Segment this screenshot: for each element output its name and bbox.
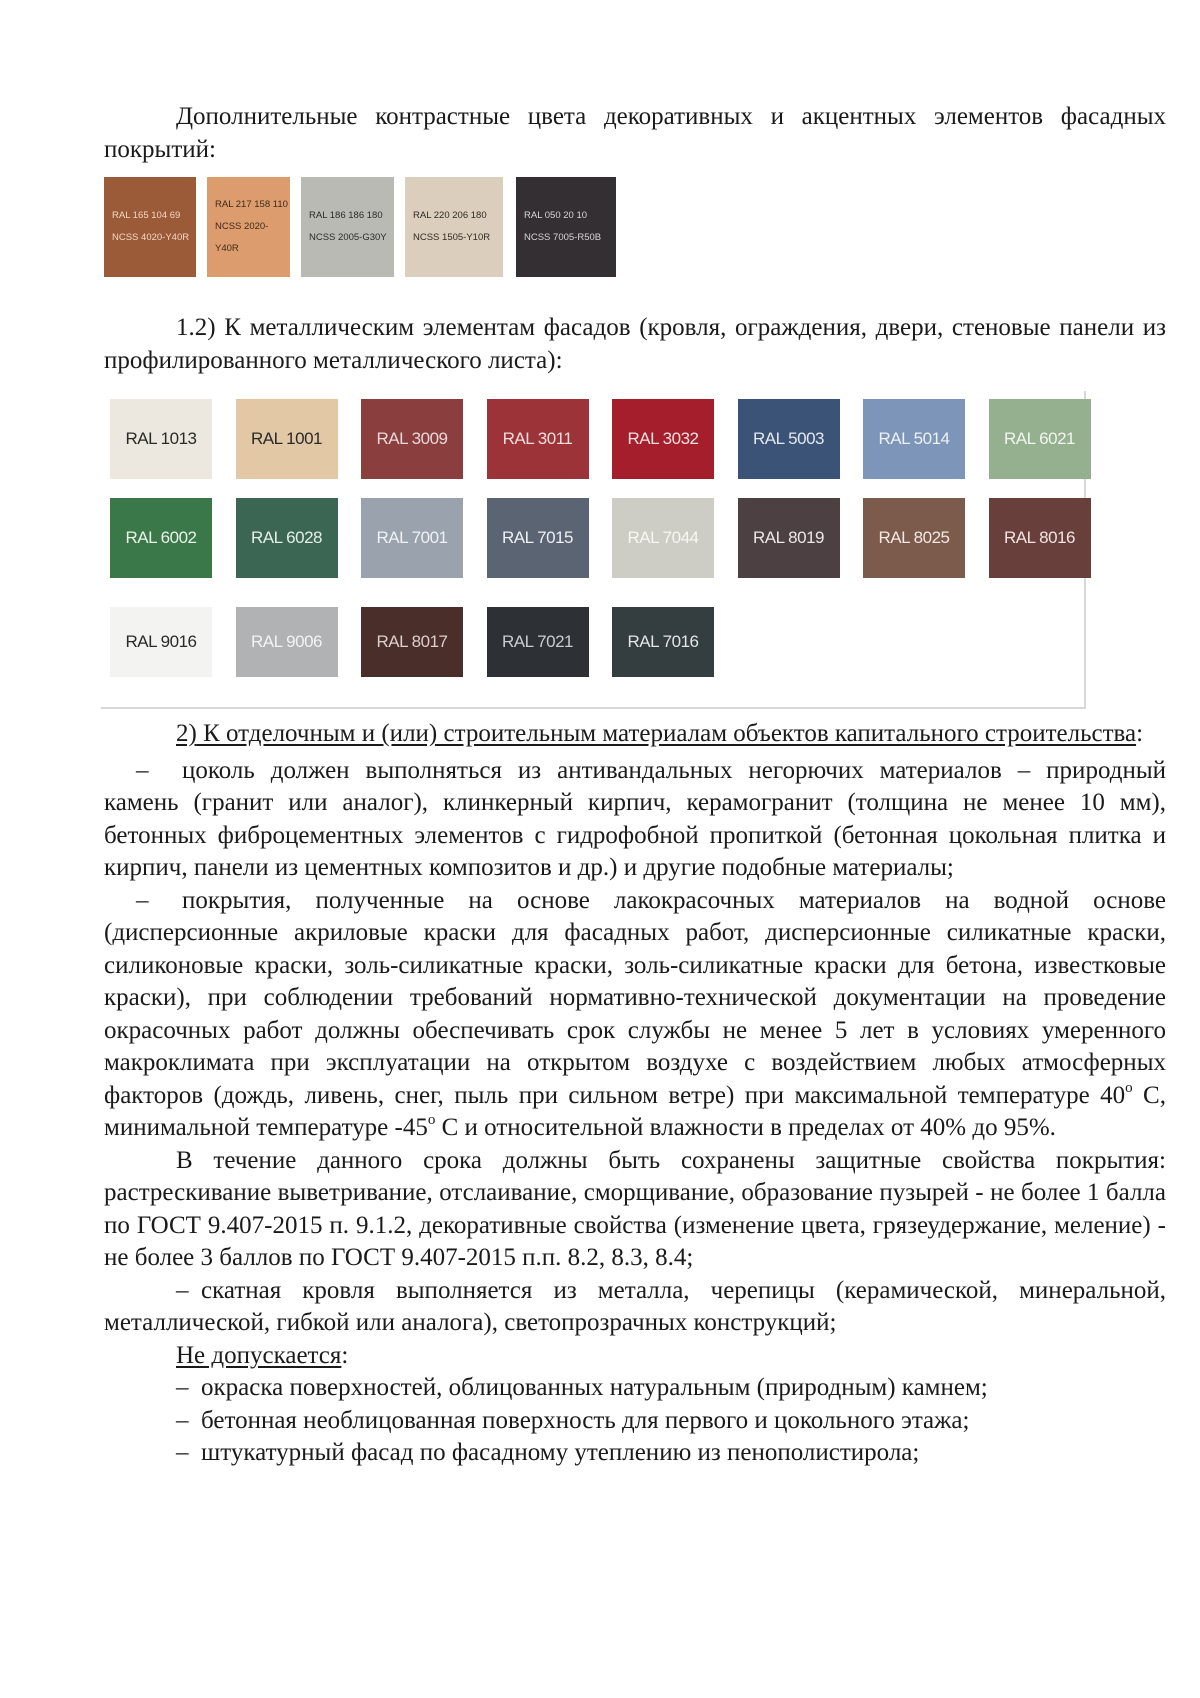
accent-swatch: [104, 177, 196, 277]
swatch-ral-label: RAL 7001: [376, 527, 448, 547]
swatch-ral-label: RAL 7016: [627, 631, 699, 651]
list-item-text: скатная кровля выполняется из металла, черепицы (керамической, минеральной, металлической, гибкой или аналога), светопрозрачных конструкций;: [104, 1276, 1166, 1336]
list-dash: –: [176, 1374, 189, 1401]
swatch-ral-label: RAL 6028: [251, 527, 322, 547]
metal-swatch: [612, 399, 714, 479]
degree-mark: o: [1125, 1079, 1133, 1096]
document-page: [104, 101, 1166, 1470]
swatch-ral-label: RAL 9006: [251, 631, 322, 651]
swatch-ncs-code: NCSS 1505-Y10R: [413, 232, 491, 243]
not-allowed-label: Не допускается: [176, 1341, 342, 1369]
prohibited-text: штукатурный фасад по фасадному утеплению из пенополистирола;: [201, 1439, 920, 1466]
metal-swatch: [612, 607, 714, 677]
list-dash: –: [176, 1406, 189, 1434]
section-title: К отделочным и (или) строительным материалам объектов капитального строительства: [196, 720, 1137, 747]
swatch-ral-label: RAL 8025: [878, 527, 950, 547]
list-item-text: цоколь должен выполняться из антивандальных негорючих материалов – природный камень (гранит или аналог), клинкерный кирпич, керамогранит (толщина не менее 10 мм), бетонных фиброцементных элементов с гидрофобной пропиткой (бетонная цокольная плитка и кирпич, панели из цементных композитов и др.) и другие подобные материалы;: [104, 756, 1166, 881]
coatings-text-3: С и относительной влажности в пределах от 40% до 95%.: [435, 1114, 1056, 1141]
degree-mark: o: [427, 1112, 436, 1128]
metal-color-swatches: [101, 391, 1086, 709]
accent-swatch: [301, 177, 394, 277]
list-dash: –: [176, 1439, 189, 1466]
swatch-ral-label: RAL 1013: [125, 428, 197, 448]
prohibited-text: бетонная необлицованная поверхность для первого и цокольного этажа;: [201, 1406, 970, 1434]
swatch-ral-label: RAL 8017: [376, 631, 448, 651]
accent-swatch: [516, 177, 616, 277]
metal-swatch: [863, 399, 965, 479]
intro-paragraph: Дополнительные контрастные цвета декоративных и акцентных элементов фасадных покрытий:: [104, 103, 1166, 163]
metal-swatch: [487, 399, 589, 479]
swatch-ral-label: RAL 9016: [125, 631, 197, 651]
list-dash: –: [136, 756, 149, 784]
metal-swatch: [989, 498, 1091, 578]
swatch-ral-label: RAL 8019: [753, 527, 824, 547]
list-item-coatings: [104, 885, 1166, 1145]
metal-swatch: [110, 607, 212, 677]
metal-swatch: [612, 498, 714, 578]
metal-swatch: [361, 399, 463, 479]
swatch-ral-label: RAL 5003: [753, 428, 824, 448]
swatch-ral-label: RAL 7021: [502, 631, 573, 651]
prohibited-item: [104, 1437, 1166, 1470]
swatch-ral-label: RAL 3032: [627, 428, 699, 448]
swatch-ncs-code: NCSS 4020-Y40R: [112, 232, 190, 243]
coatings-text-1: покрытия, полученные на основе лакокрасочных материалов на водной основе (дисперсионные акриловые краски для фасадных работ, дисперсионные силикатные краски, силиконовые краски, золь-силикатные краски, золь-силикатные краски для бетона, известковые краски), при соблюдении требований нормативно-технической документации на проведение окрасочных работ должны обеспечивать срок службы не менее 5 лет в условиях умеренного макроклимата при эксплуатации на открытом воздухе с воздействием любых атмосферных факторов (дождь, ливень, снег, пыль при сильном ветре) при максимальной температуре 40: [104, 886, 1166, 1109]
metal-swatch: [738, 498, 840, 578]
metal-swatch: [863, 498, 965, 578]
swatch-ral-label: RAL 7044: [627, 527, 699, 547]
coatings-text-2: С, минимальной температуре -45: [104, 1081, 1166, 1141]
swatch-ral-label: RAL 8016: [1004, 527, 1075, 547]
accent-swatch: [207, 177, 290, 277]
swatch-ral-code: RAL 050 20 10: [524, 210, 588, 221]
metal-swatch: [236, 498, 338, 578]
metal-swatch: [236, 399, 338, 479]
metal-swatch: [236, 607, 338, 677]
section-2-heading: [104, 718, 1166, 751]
list-dash: –: [176, 1276, 189, 1304]
metal-elements-heading: 1.2) К металлическим элементам фасадов (кровля, ограждения, двери, стеновые панели из профилированного металлического листа):: [104, 314, 1166, 374]
prohibited-item: [104, 1405, 1166, 1438]
metal-swatch-grid: [110, 399, 1091, 677]
metal-swatch: [487, 498, 589, 578]
metal-swatch: [989, 399, 1091, 479]
swatch-ral-label: RAL 6002: [125, 527, 197, 547]
section-colon: :: [1136, 720, 1144, 747]
swatch-ral-label: RAL 1001: [251, 428, 322, 448]
metal-swatch: [361, 607, 463, 677]
accent-color-swatches: [104, 177, 1166, 277]
metal-swatch: [487, 607, 589, 677]
swatch-ral-label: RAL 5014: [878, 428, 950, 448]
swatch-ral-code: RAL 165 104 69: [112, 210, 181, 221]
prohibited-text: окраска поверхностей, облицованных натуральным (природным) камнем;: [201, 1374, 988, 1401]
swatch-ral-label: RAL 7015: [502, 527, 573, 547]
swatch-ral-code: RAL 217 158 110: [215, 199, 288, 210]
metal-swatch: [361, 498, 463, 578]
list-item-plinth: [104, 755, 1166, 885]
swatch-ral-label: RAL 3011: [502, 428, 573, 448]
metal-swatch: [110, 498, 212, 578]
section-number: 2): [176, 720, 197, 747]
swatch-ral-label: RAL 6021: [1004, 428, 1075, 448]
list-dash: –: [136, 886, 149, 914]
not-allowed-heading: [104, 1340, 1166, 1373]
swatch-ncs-code: NCSS 2020-Y40R: [215, 221, 269, 254]
prohibited-item: [104, 1372, 1166, 1405]
swatch-ral-code: RAL 186 186 180: [309, 210, 383, 221]
swatch-ncs-code: NCSS 7005-R50B: [524, 232, 602, 243]
list-item-roof: [104, 1275, 1166, 1340]
service-term-paragraph: В течение данного срока должны быть сохранены защитные свойства покрытия: растрескивание выветривание, отслаивание, сморщивание, образование пузырей - не более 1 балла по ГОСТ 9.407-2015 п. 9.1.2, декоративные свойства (изменение цвета, грязеудержание, меление) - не более 3 баллов по ГОСТ 9.407-2015 п.п. 8.2, 8.3, 8.4;: [104, 1146, 1166, 1271]
metal-swatch: [110, 399, 212, 479]
metal-swatch: [738, 399, 840, 479]
swatch-ral-code: RAL 220 206 180: [413, 210, 487, 221]
accent-swatch: [405, 177, 503, 277]
swatch-ncs-code: NCSS 2005-G30Y: [309, 232, 387, 243]
swatch-ral-label: RAL 3009: [376, 428, 448, 448]
not-allowed-colon: :: [341, 1341, 349, 1369]
